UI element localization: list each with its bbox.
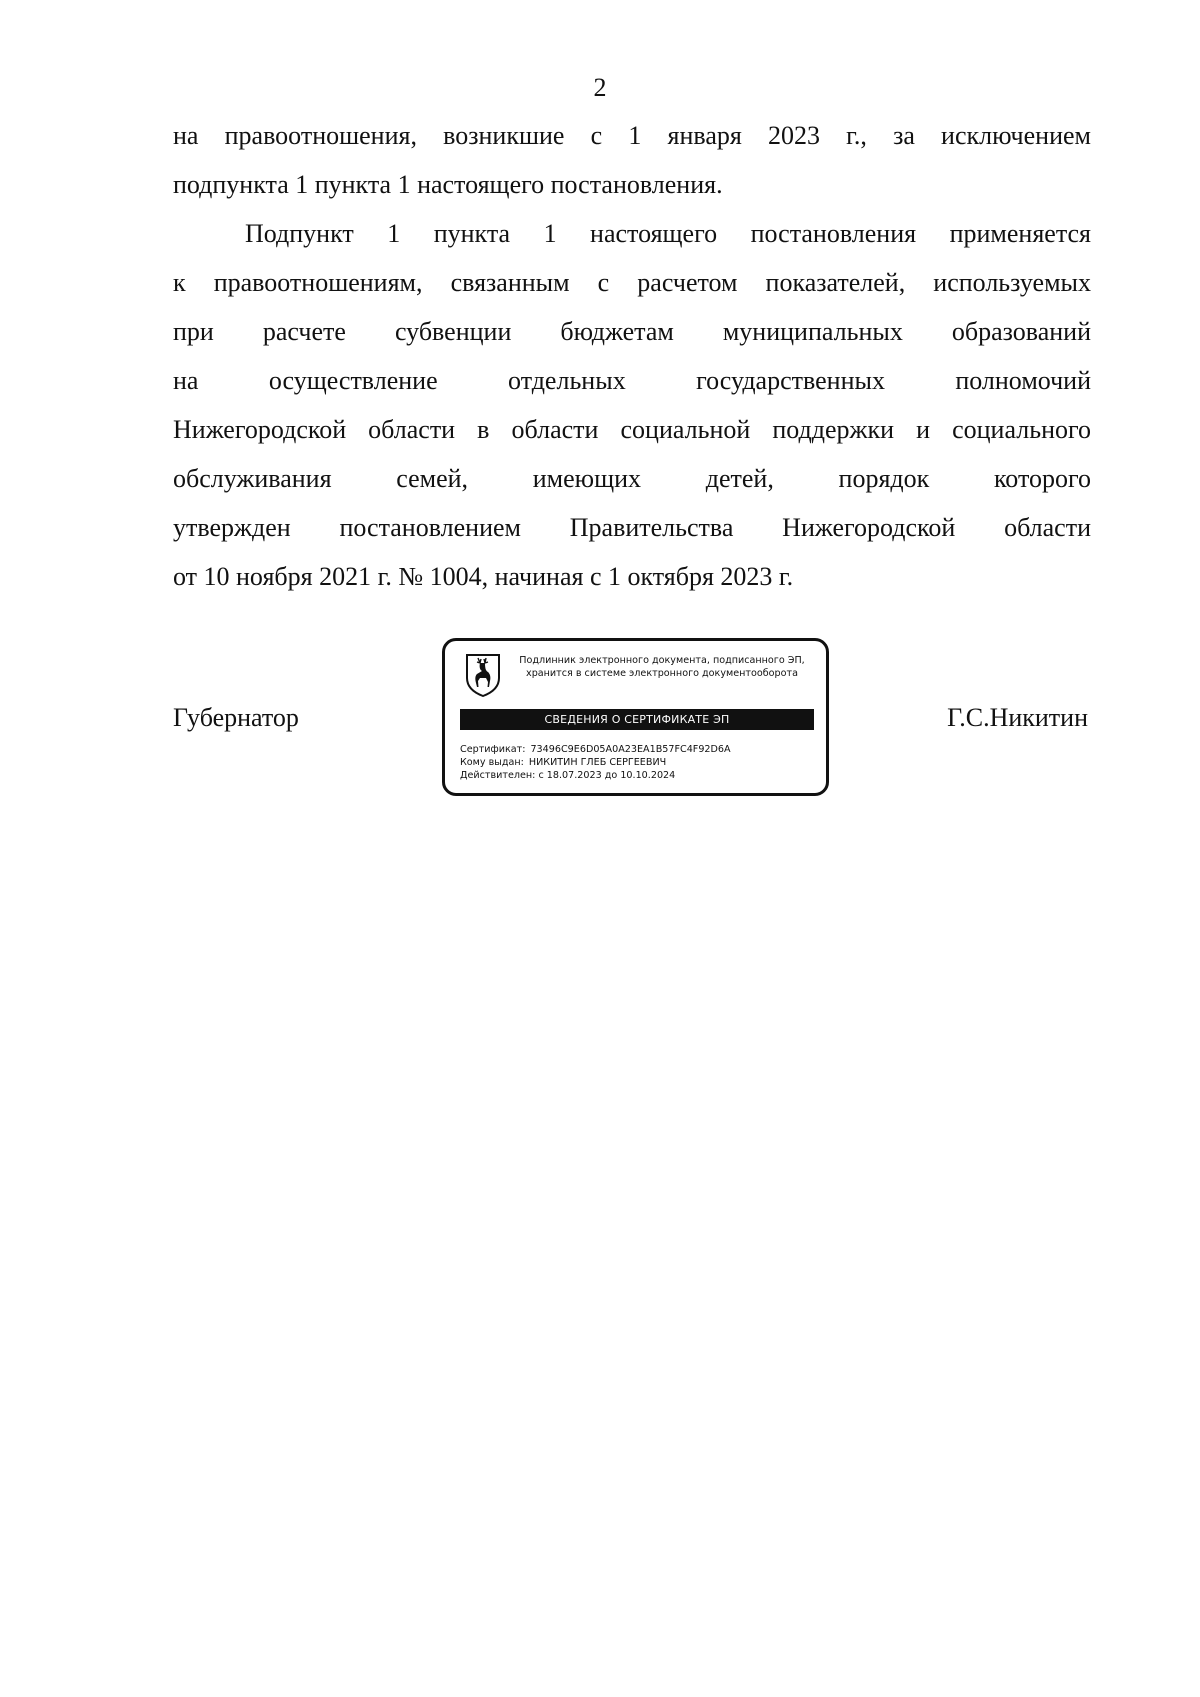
stamp-note xyxy=(503,654,821,680)
text-line: к правоотношениям, связанным с расчетом показателей, используемых xyxy=(173,268,1091,297)
issued-to-row xyxy=(460,756,731,769)
paragraph xyxy=(173,111,1091,209)
stamp-header: СВЕДЕНИЯ О СЕРТИФИКАТЕ ЭП xyxy=(460,709,814,730)
text-line: обслуживания семей, имеющих детей, порядок которого xyxy=(173,464,1091,493)
document-body xyxy=(173,111,1091,601)
text-line: Подпункт 1 пункта 1 настоящего постановления применяется xyxy=(245,219,1091,248)
stamp-note-line: Подлинник электронного документа, подписанного ЭП, xyxy=(519,655,805,666)
coat-of-arms-deer-icon xyxy=(464,653,502,697)
signatory-title: Губернатор xyxy=(173,703,299,732)
text-line: утвержден постановлением Правительства Нижегородской области xyxy=(173,513,1091,542)
stamp-note-line: хранится в системе электронного документооборота xyxy=(526,668,798,679)
issued-to-value: НИКИТИН ГЛЕБ СЕРГЕЕВИЧ xyxy=(528,757,667,768)
text-line: при расчете субвенции бюджетам муниципальных образований xyxy=(173,317,1091,346)
text-line: Нижегородской области в области социальной поддержки и социального xyxy=(173,415,1091,444)
signatory-name: Г.С.Никитин xyxy=(947,703,1088,732)
paragraph xyxy=(173,209,1091,601)
text-line: от 10 ноября 2021 г. № 1004, начиная с 1 октября 2023 г. xyxy=(173,562,794,591)
page-number: 2 xyxy=(593,73,607,102)
certificate-value: 73496C9E6D05A0A23EA1B57FC4F92D6A xyxy=(530,744,731,755)
certificate-row xyxy=(460,743,731,756)
certificate-label: Сертификат: xyxy=(460,744,526,755)
electronic-signature-stamp xyxy=(442,638,829,796)
issued-to-label: Кому выдан: xyxy=(460,757,524,768)
text-line: на правоотношения, возникшие с 1 января 2023 г., за исключением xyxy=(173,121,1091,150)
certificate-details xyxy=(460,743,731,782)
text-line: на осуществление отдельных государственных полномочий xyxy=(173,366,1091,395)
text-line: подпункта 1 пункта 1 настоящего постановления. xyxy=(173,170,723,199)
validity-row: Действителен: с 18.07.2023 до 10.10.2024 xyxy=(460,770,676,781)
